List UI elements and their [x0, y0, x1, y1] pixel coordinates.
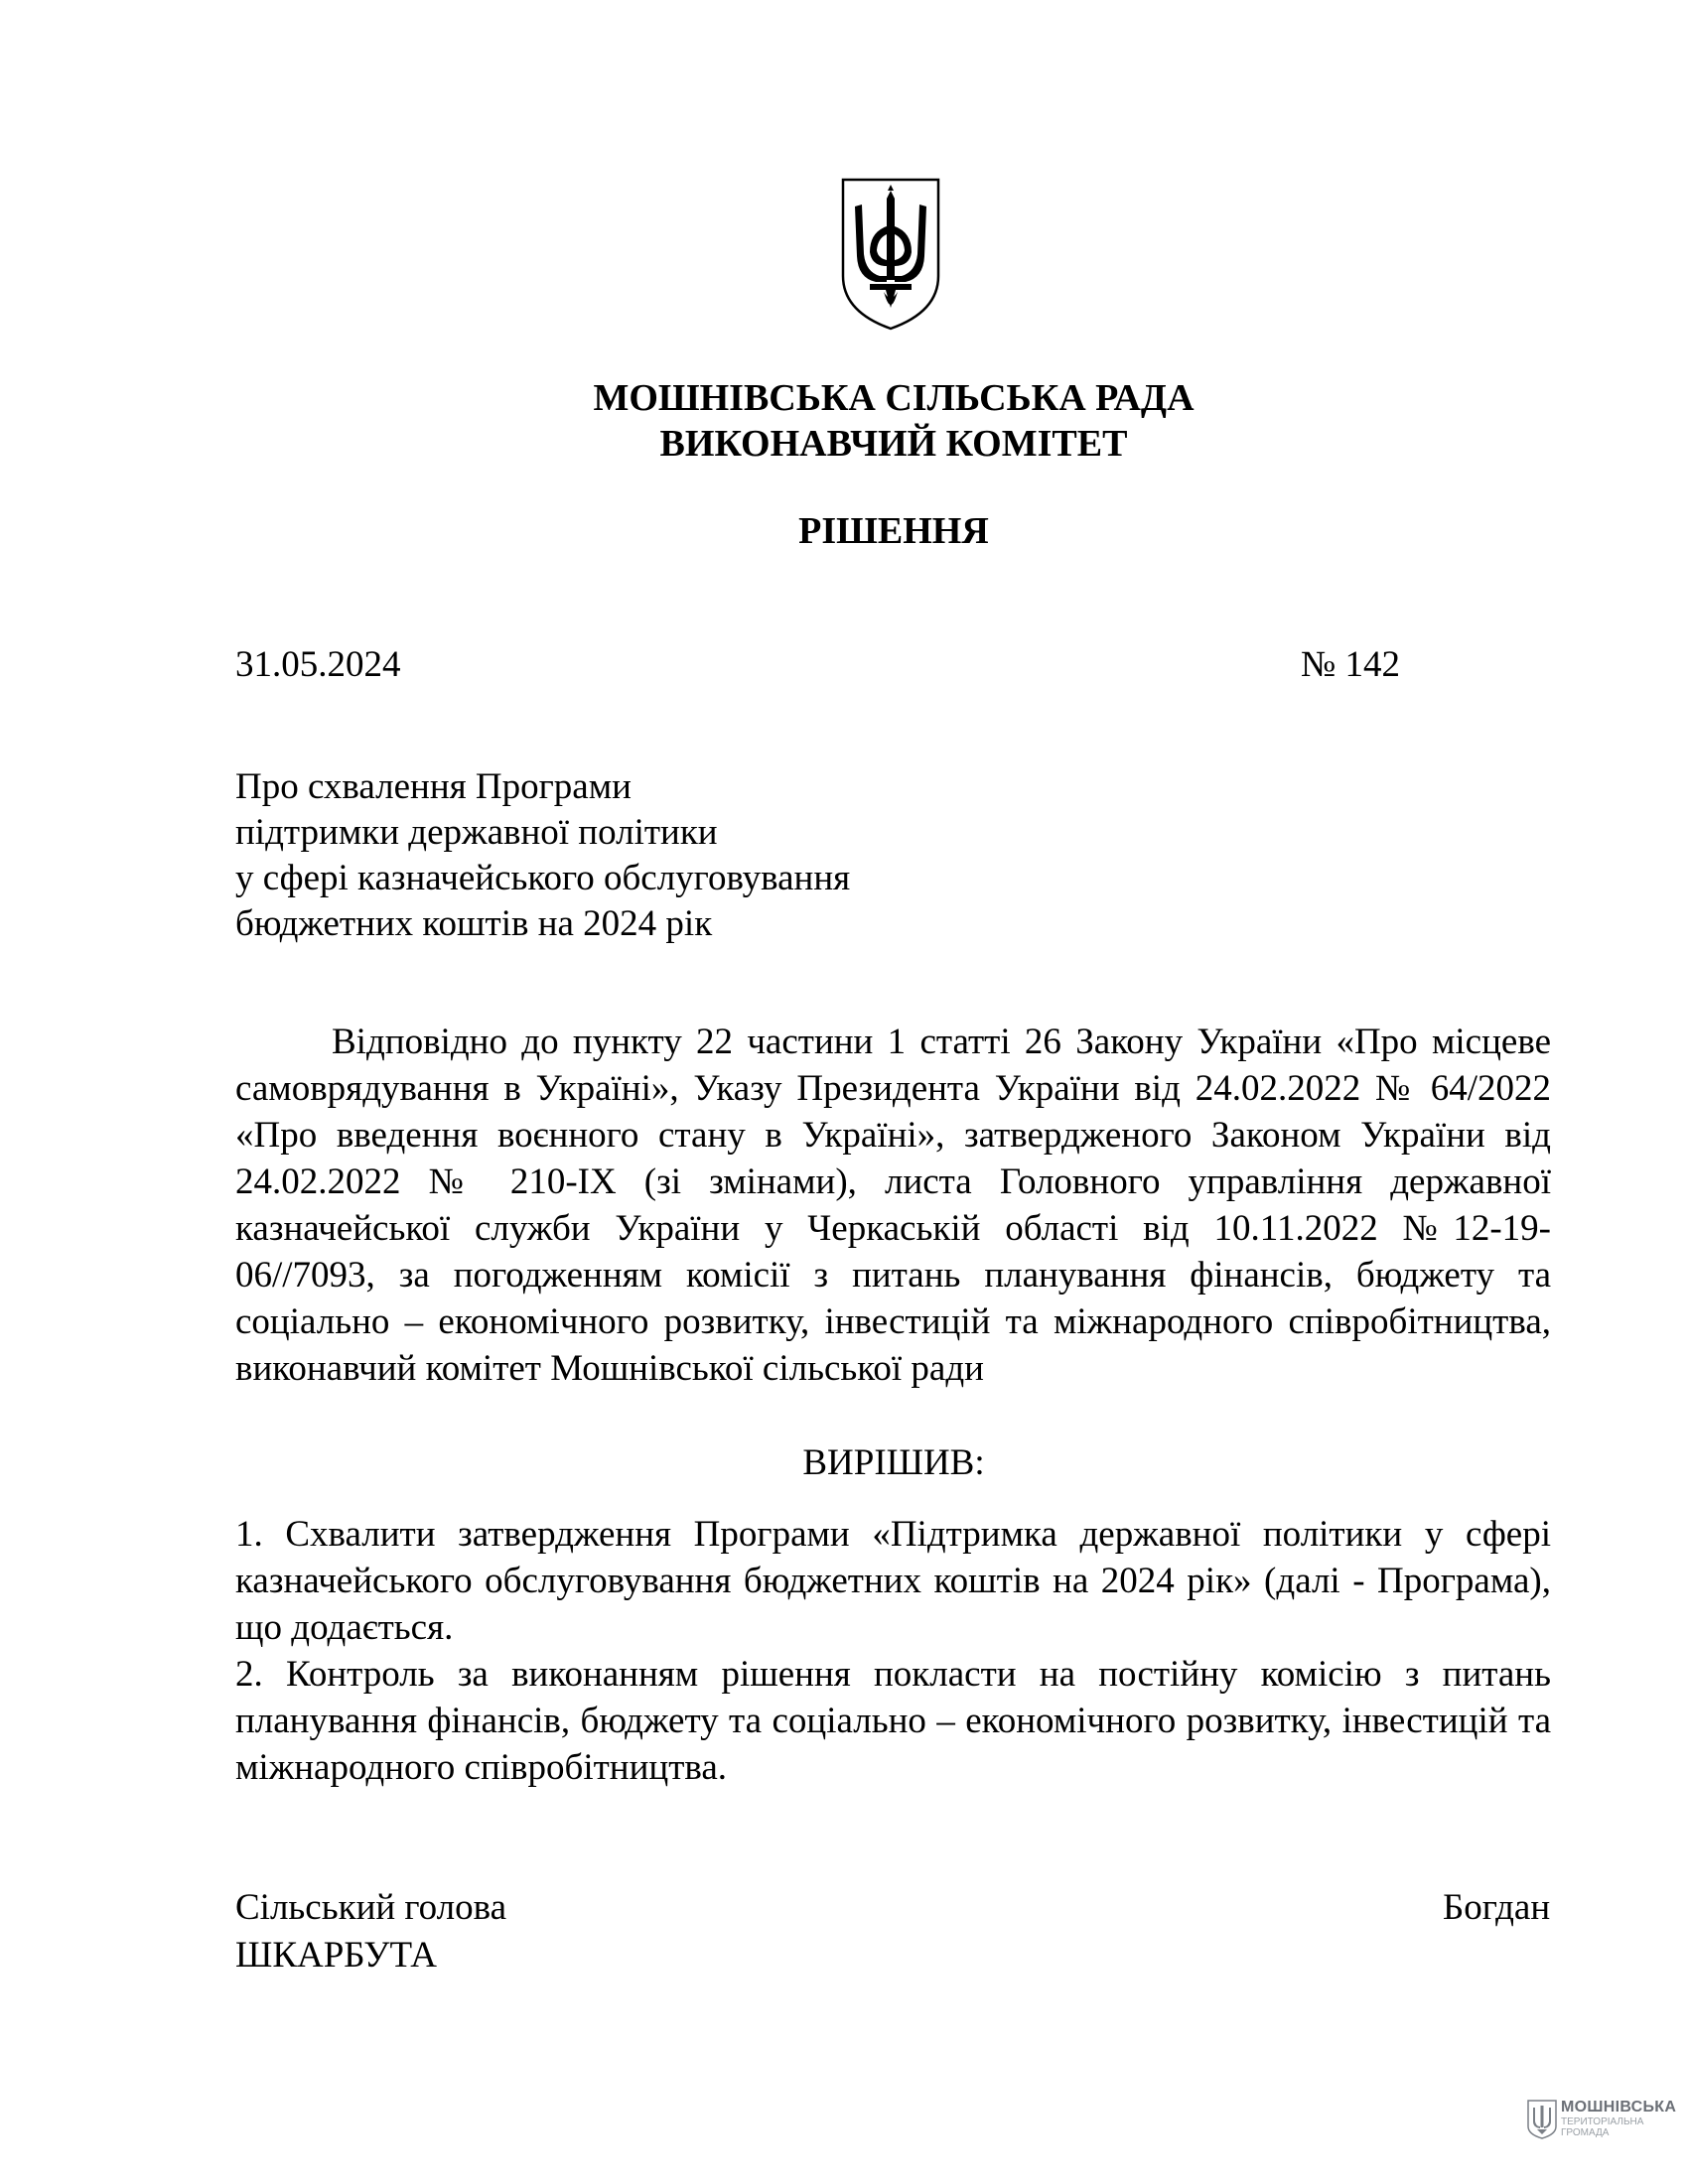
coat-of-arms-icon [840, 177, 941, 332]
subject-line: бюджетних коштів на 2024 рік [235, 903, 713, 944]
watermark-title: МОШНІВСЬКА [1561, 2099, 1677, 2116]
committee-name: ВИКОНАВЧИЙ КОМІТЕТ [659, 423, 1128, 465]
organization-name: МОШНІВСЬКА СІЛЬСЬКА РАДА [593, 377, 1195, 419]
decided-heading: ВИРІШИВ: [802, 1442, 985, 1483]
community-watermark [1525, 2097, 1688, 2142]
subject-line: Про схвалення Програми [235, 766, 632, 807]
document-subject [235, 764, 1129, 947]
trident-icon [1527, 2100, 1557, 2139]
decision-item: 1. Схвалити затвердження Програми «Підтримка державної політики у сфері казначейського обслуговування бюджетних коштів на 2024 рік» (далі - Програма), що додається. [235, 1514, 1551, 1648]
document-type-title: РІШЕННЯ [798, 510, 989, 552]
subject-line: підтримки державної політики [235, 812, 718, 853]
watermark-subtitle: ТЕРИТОРІАЛЬНА ГРОМАДА [1561, 2116, 1644, 2138]
signatory-last-name: ШКАРБУТА [235, 1935, 437, 1976]
subject-line: у сфері казначейського обслуговування [235, 858, 851, 898]
preamble-paragraph: Відповідно до пункту 22 частини 1 статті 26 Закону України «Про місцеве самоврядування в Україні», Указу Президента України від 24.02.2022 № 64/2022 «Про введення воєнного стану в Україні», затвердженого Законом України від 24.02.2022 № 210-IX (зі змінами), листа Головного управління державної казначейської служби України у Черкаській області від 10.11.2022 №12-19-06//7093, за погодженням комісії з питань планування фінансів, бюджету та соціально – економічного розвитку, інвестицій та міжнародного співробітництва, виконавчий комітет Мошнівської сільської ради [235, 1022, 1551, 1389]
signatory-first-name: Богдан [1443, 1887, 1551, 1928]
decision-item: 2. Контроль за виконанням рішення покласти на постійну комісію з питань планування фінансів, бюджету та соціально – економічного розвитку, інвестицій та міжнародного співробітництва. [235, 1654, 1551, 1788]
document-number: № 142 [1301, 644, 1401, 685]
document-date: 31.05.2024 [235, 644, 401, 685]
signatory-role: Сільський голова [235, 1887, 507, 1928]
